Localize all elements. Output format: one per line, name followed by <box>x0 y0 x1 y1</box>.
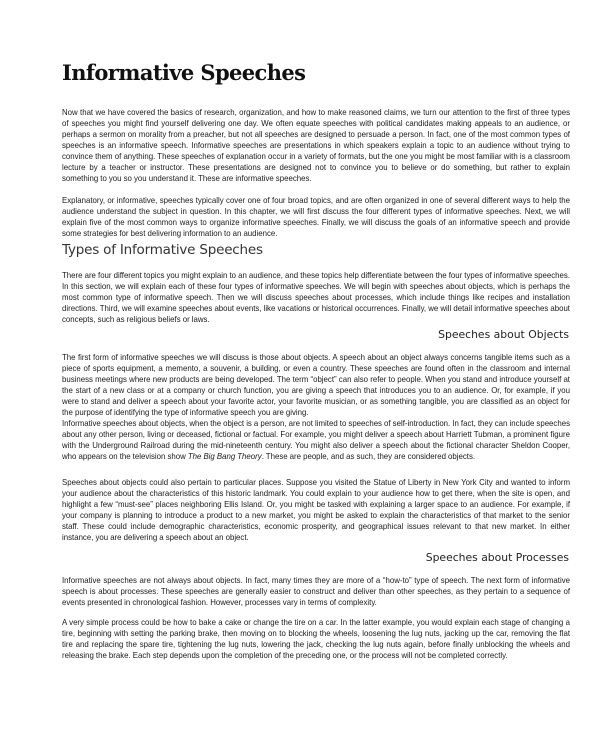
processes-paragraph-2: A very simple process could be how to bake a cake or change the tire on a car. In the latter example, you would explain each stage of changing a tire, beginning with setting the parking brake, then moving on to blocking the wheels, loosening the lug nuts, jacking up the car, removing the flat tire and replacing the spare tire, tightening the lug nuts, lowering the jack, checking the lug nuts again, before finally unblocking the wheels and releasing the brake. Each step depends upon the completion of the preceding one, or the process will not be completed correctly. <box>62 618 570 660</box>
section-heading-types: Types of Informative Speeches <box>62 242 263 258</box>
page-title: Informative Speeches <box>62 60 306 85</box>
objects-paragraph-2-text-a: Informative speeches about objects, when the object is a person, are not limited to speeches of self-introduction. In fact, they can include speeches about any other person, living or deceased, fictional or factual. For example, you might deliver a speech about Harriett Tubman, a prominent figure with the Underground Railroad during the mid-nineteenth century. You might also deliver a speech about the fictional character Sheldon Cooper, who appears on the television show <box>62 419 570 461</box>
objects-paragraph-3: Speeches about objects could also pertain to particular places. Suppose you visited the Statue of Liberty in New York City and wanted to inform your audience about the characteristics of this historic landmark. You could explain to your audience how to get there, when the site is open, and highlight a few “must-see” places neighboring Ellis Island. Or, you might be tasked with explaining a larger space to an audience. For example, if your company is planning to introduce a product to a new market, you might be asked to explain the characteristics of that market to the senior staff. These could include demographic characteristics, economic prosperity, and geographical issues relevant to that new market. In either instance, you are delivering a speech about an object. <box>62 478 570 542</box>
overview-paragraph: Explanatory, or informative, speeches typically cover one of four broad topics, and are often organized in one of several different ways to help the audience understand the subject in question. In this chapter, we will first discuss the four different types of informative speeches. Next, we will explain five of the most common ways to organize informative speeches. Finally, we will discuss the goals of an informative speech and provide some strategies for best delivering information to an audience. <box>62 196 570 238</box>
objects-paragraph-1: The first form of informative speeches we will discuss is those about objects. A speech about an object always concerns tangible items such as a piece of sports equipment, a memento, a souvenir, a building, or even a country. These speeches are found often in the classroom and internal business meetings where new products are being developed. The term “object” can also refer to people. When you stand and introduce yourself at the start of a new class or at a company or church function, you are giving a speech that introduces you to an audience. Or, for example, if you were to stand and deliver a speech about your favorite actor, your favorite musician, or as something tangible, you are classified as an object for the purpose of identifying the type of informative speech you are giving. <box>62 353 570 417</box>
objects-paragraph-2-text-b: . These are people, and as such, they are considered objects. <box>261 452 476 461</box>
processes-paragraph-1: Informative speeches are not always about objects. In fact, many times they are more of a “how-to” type of speech. The next form of informative speech is about processes. These speeches are generally easier to construct and deliver than other speeches, as they pertain to a sequence of events presented in chronological fashion. However, processes vary in terms of complexity. <box>62 576 570 607</box>
subheading-processes: Speeches about Processes <box>425 551 569 564</box>
objects-paragraph-2 <box>62 418 570 462</box>
show-title: The Big Bang Theory <box>187 452 262 461</box>
subheading-objects: Speeches about Objects <box>438 328 569 341</box>
intro-paragraph: Now that we have covered the basics of research, organization, and how to make reasoned claims, we turn our attention to the first of three types of speeches you might find yourself delivering one day. We often equate speeches with political candidates making appeals to an audience, or perhaps a sermon on morality from a preacher, but not all speeches are designed to persuade a person. In fact, one of the most common types of speeches is an informative speech. Informative speeches are presentations in which speakers explain a topic to an audience without trying to convince them of anything. These speeches of explanation occur in a variety of formats, but the one you might be most familiar with is a classroom lecture by a teacher or instructor. These presentations are designed not to convince you to believe or do something, but rather to explain something to you so you understand it. These are informative speeches. <box>62 108 570 183</box>
types-paragraph: There are four different topics you might explain to an audience, and these topics help differentiate between the four types of informative speeches. In this section, we will explain each of these four types of informative speeches. We will begin with speeches about objects, which is perhaps the most common type of informative speech. Then we will discuss speeches about processes, which include things like recipes and installation directions. Third, we will examine speeches about events, like vacations or historical occurrences. Finally, we will detail informative speeches about concepts, such as religious beliefs or laws. <box>62 271 570 324</box>
